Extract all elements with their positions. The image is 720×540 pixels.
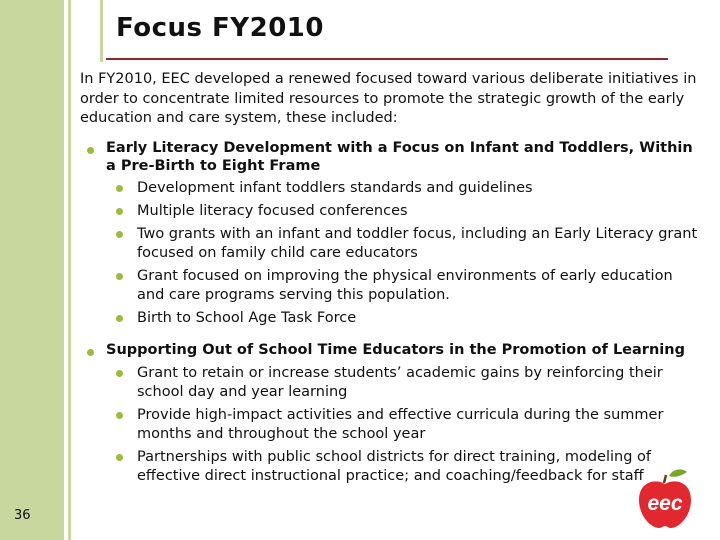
bullet-dot-icon bbox=[116, 412, 123, 419]
intro-paragraph: In FY2010, EEC developed a renewed focused toward various deliberate initiatives in order to concentrate limited resources to promote the strategic growth of the early education and care system, these included: bbox=[80, 71, 697, 126]
bullet-dot-icon bbox=[116, 231, 123, 238]
bullet-dot-icon bbox=[116, 185, 123, 192]
list-item bbox=[106, 448, 700, 486]
bullet-dot-icon bbox=[116, 273, 123, 280]
list-item-text: Grant focused on improving the physical environments of early education and care programs serving this population. bbox=[137, 268, 673, 303]
title-accent-bar bbox=[100, 0, 103, 62]
bullet-dot-icon bbox=[87, 147, 94, 154]
list-item bbox=[106, 225, 700, 263]
list-item bbox=[106, 267, 700, 305]
bullet-outline bbox=[80, 140, 700, 500]
slide-title: Focus FY2010 bbox=[116, 13, 324, 43]
bullet-dot-icon bbox=[116, 208, 123, 215]
slide-number: 36 bbox=[14, 508, 31, 523]
list-item-text: Development infant toddlers standards and guidelines bbox=[137, 180, 533, 196]
left-decorative-band bbox=[0, 0, 64, 540]
bullet-dot-icon bbox=[116, 370, 123, 377]
section-heading: Early Literacy Development with a Focus on Infant and Toddlers, Within a Pre-Birth to Eight Frame bbox=[106, 140, 693, 174]
list-item-text: Multiple literacy focused conferences bbox=[137, 203, 408, 219]
list-item-text: Provide high-impact activities and effective curricula during the summer months and throughout the school year bbox=[137, 406, 664, 442]
list-item bbox=[106, 179, 700, 198]
list-item-text: Partnerships with public school districts for direct training, modeling of effective direct instructional practice; and coaching/feedback for staff bbox=[137, 448, 651, 484]
list-item bbox=[106, 406, 700, 444]
bullet-dot-icon bbox=[116, 454, 123, 461]
title-underline bbox=[106, 58, 668, 60]
left-decorative-rule bbox=[68, 0, 71, 540]
logo-leaf bbox=[669, 469, 687, 476]
list-item-text: Two grants with an infant and toddler focus, including an Early Literacy grant focused on family child care educators bbox=[137, 226, 698, 261]
section-early-literacy bbox=[80, 140, 700, 328]
list-item-text: Grant to retain or increase students’ academic gains by reinforcing their school day and year learning bbox=[137, 364, 663, 400]
bullet-dot-icon bbox=[116, 315, 123, 322]
apple-logo-icon bbox=[633, 466, 697, 530]
section-heading: Supporting Out of School Time Educators in the Promotion of Learning bbox=[106, 342, 685, 358]
list-item bbox=[106, 202, 700, 221]
logo-stem bbox=[664, 475, 666, 483]
list-item bbox=[106, 309, 700, 328]
list-item bbox=[106, 364, 700, 402]
list-item-text: Birth to School Age Task Force bbox=[137, 310, 357, 326]
logo-text: eec bbox=[647, 492, 683, 515]
section-out-of-school-time bbox=[80, 342, 700, 486]
bullet-dot-icon bbox=[87, 349, 94, 356]
